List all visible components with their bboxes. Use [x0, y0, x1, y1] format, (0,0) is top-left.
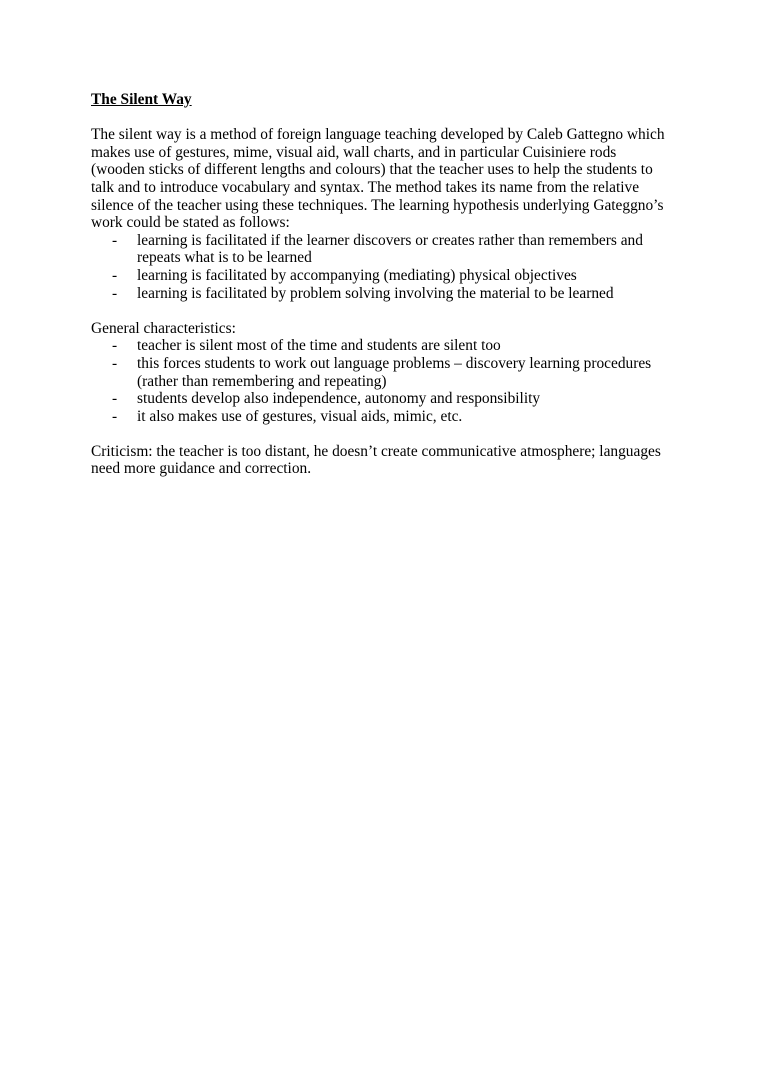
hypothesis-list — [91, 232, 671, 302]
bullet-dash: - — [112, 354, 118, 372]
list-item-text: this forces students to work out language problems – discovery learning procedures (rather than remembering and repeating) — [137, 354, 652, 390]
list-item — [91, 390, 671, 408]
intro-paragraph: The silent way is a method of foreign language teaching developed by Caleb Gattegno which makes use of gestures, mime, visual aid, wall charts, and in particular Cuisiniere rods (wooden sticks of different lengths and colours) that the teacher uses to help the students to talk and to introduce vocabulary and syntax. The method takes its name from the relative silence of the teacher using these techniques. The learning hypothesis underlying Gateggno’s work could be stated as follows: — [91, 126, 665, 232]
bullet-dash: - — [112, 407, 118, 425]
list-item — [91, 267, 671, 285]
list-item-text: learning is facilitated by accompanying (mediating) physical objectives — [137, 266, 577, 284]
bullet-dash: - — [112, 266, 118, 284]
criticism-paragraph: Criticism: the teacher is too distant, he doesn’t create communicative atmosphere; languages need more guidance and correction. — [91, 442, 661, 478]
bullet-dash: - — [112, 390, 118, 408]
list-item-text: learning is facilitated if the learner discovers or creates rather than remembers and repeats what is to be learned — [137, 231, 643, 267]
bullet-dash: - — [112, 337, 118, 355]
list-item — [91, 355, 671, 390]
paragraph-spacer — [91, 425, 671, 443]
list-item — [91, 285, 671, 303]
bullet-dash: - — [112, 284, 118, 302]
list-item-text: learning is facilitated by problem solving involving the material to be learned — [137, 284, 614, 302]
list-item — [91, 232, 671, 267]
paragraph-spacer — [91, 302, 671, 320]
document-title: The Silent Way — [91, 91, 192, 108]
bullet-dash: - — [112, 231, 118, 249]
list-item — [91, 337, 671, 355]
list-item-text: it also makes use of gestures, visual aids, mimic, etc. — [137, 407, 463, 425]
list-item-text: students develop also independence, autonomy and responsibility — [137, 390, 541, 408]
characteristics-list — [91, 337, 671, 425]
document-page — [91, 91, 671, 478]
list-item — [91, 408, 671, 426]
characteristics-heading: General characteristics: — [91, 319, 236, 337]
list-item-text: teacher is silent most of the time and students are silent too — [137, 337, 501, 355]
